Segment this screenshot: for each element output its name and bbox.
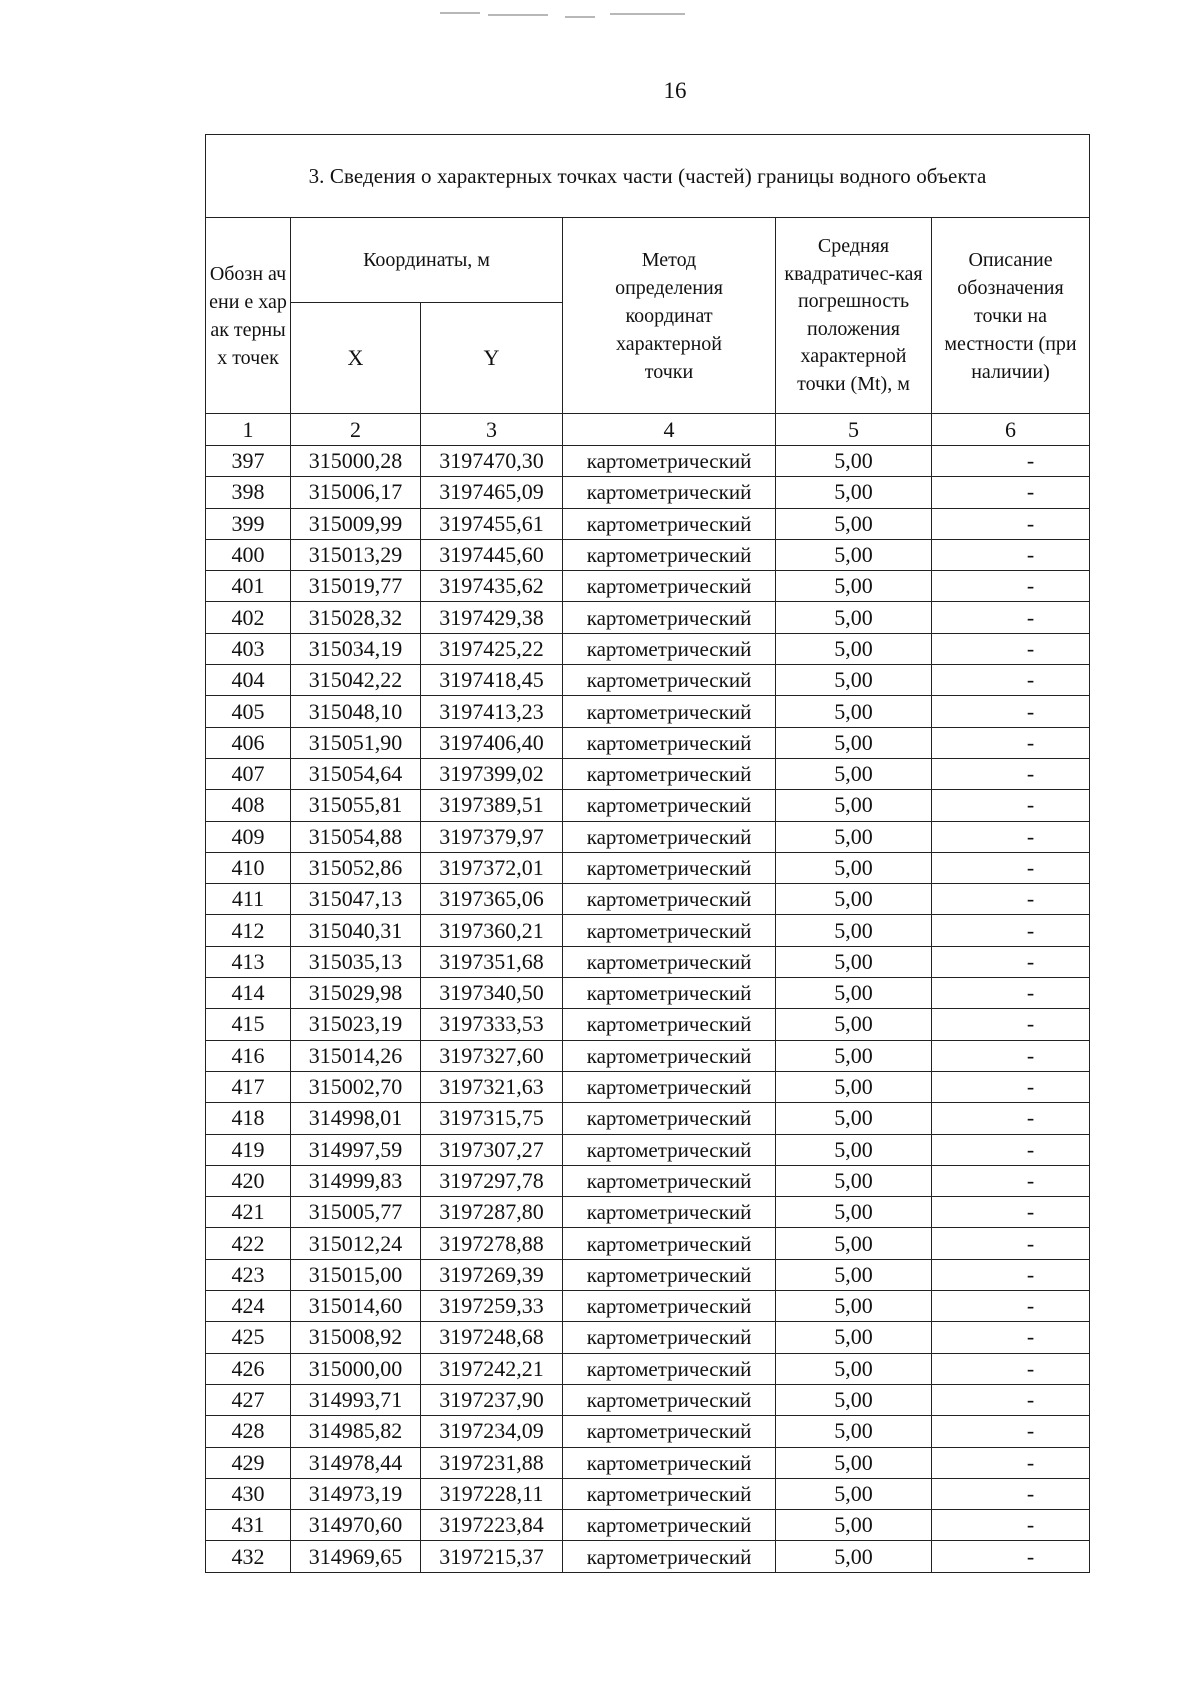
header-designation: Обозн ачени е харак терны х точек: [206, 218, 291, 414]
mt-error-cell: 5,00: [776, 446, 932, 477]
description-cell: -: [932, 727, 1090, 758]
point-number-cell: 427: [206, 1384, 291, 1415]
mt-error-cell: 5,00: [776, 946, 932, 977]
header-method: Метод определения координат характерной точки: [563, 218, 776, 414]
description-cell: -: [932, 446, 1090, 477]
coord-x-cell: 315009,99: [291, 508, 421, 539]
point-number-cell: 429: [206, 1447, 291, 1478]
coord-x-cell: 315048,10: [291, 696, 421, 727]
coord-x-cell: 315002,70: [291, 1071, 421, 1102]
coord-x-cell: 315014,60: [291, 1291, 421, 1322]
coord-x-cell: 315000,28: [291, 446, 421, 477]
header-x: X: [291, 303, 421, 414]
coord-y-cell: 3197351,68: [421, 946, 563, 977]
table-row: [206, 508, 1090, 539]
coord-x-cell: 314978,44: [291, 1447, 421, 1478]
method-cell: картометрический: [563, 821, 776, 852]
coord-y-cell: 3197242,21: [421, 1353, 563, 1384]
mt-error-cell: 5,00: [776, 758, 932, 789]
point-number-cell: 421: [206, 1197, 291, 1228]
coord-x-cell: 315052,86: [291, 852, 421, 883]
coord-y-cell: 3197223,84: [421, 1510, 563, 1541]
mt-error-cell: 5,00: [776, 852, 932, 883]
coord-y-cell: 3197340,50: [421, 978, 563, 1009]
header-coordinates: Координаты, м: [291, 218, 563, 303]
table-row: [206, 446, 1090, 477]
description-cell: -: [932, 1353, 1090, 1384]
mt-error-cell: 5,00: [776, 633, 932, 664]
table-row: [206, 978, 1090, 1009]
coord-y-cell: 3197278,88: [421, 1228, 563, 1259]
coord-x-cell: 315023,19: [291, 1009, 421, 1040]
method-cell: картометрический: [563, 1228, 776, 1259]
method-cell: картометрический: [563, 1416, 776, 1447]
mt-error-cell: 5,00: [776, 790, 932, 821]
table-row: [206, 790, 1090, 821]
coord-x-cell: 314969,65: [291, 1541, 421, 1572]
description-cell: -: [932, 1197, 1090, 1228]
point-number-cell: 403: [206, 633, 291, 664]
coord-y-cell: 3197389,51: [421, 790, 563, 821]
coord-y-cell: 3197470,30: [421, 446, 563, 477]
description-cell: -: [932, 1071, 1090, 1102]
table-row: [206, 1384, 1090, 1415]
mt-error-cell: 5,00: [776, 1384, 932, 1415]
coord-y-cell: 3197406,40: [421, 727, 563, 758]
description-cell: -: [932, 602, 1090, 633]
coord-y-cell: 3197360,21: [421, 915, 563, 946]
column-number: 3: [421, 414, 563, 446]
table-row: [206, 1447, 1090, 1478]
coord-y-cell: 3197365,06: [421, 884, 563, 915]
coord-x-cell: 315034,19: [291, 633, 421, 664]
description-cell: -: [932, 1541, 1090, 1572]
coord-y-cell: 3197435,62: [421, 571, 563, 602]
mt-error-cell: 5,00: [776, 1009, 932, 1040]
mt-error-cell: 5,00: [776, 1134, 932, 1165]
description-cell: -: [932, 696, 1090, 727]
table-row: [206, 1416, 1090, 1447]
description-cell: -: [932, 790, 1090, 821]
point-number-cell: 416: [206, 1040, 291, 1071]
method-cell: картометрический: [563, 978, 776, 1009]
description-cell: -: [932, 1259, 1090, 1290]
description-cell: -: [932, 758, 1090, 789]
table-body: [206, 446, 1090, 1573]
table-row: [206, 1165, 1090, 1196]
table-row: [206, 884, 1090, 915]
point-number-cell: 412: [206, 915, 291, 946]
coord-x-cell: 315029,98: [291, 978, 421, 1009]
method-cell: картометрический: [563, 1259, 776, 1290]
method-cell: картометрический: [563, 508, 776, 539]
method-cell: картометрический: [563, 1447, 776, 1478]
coord-x-cell: 315054,64: [291, 758, 421, 789]
mt-error-cell: 5,00: [776, 1040, 932, 1071]
description-cell: -: [932, 884, 1090, 915]
method-cell: картометрический: [563, 727, 776, 758]
coord-x-cell: 315000,00: [291, 1353, 421, 1384]
coord-y-cell: 3197425,22: [421, 633, 563, 664]
mt-error-cell: 5,00: [776, 508, 932, 539]
mt-error-cell: 5,00: [776, 915, 932, 946]
method-cell: картометрический: [563, 571, 776, 602]
table-row: [206, 1071, 1090, 1102]
column-number: 6: [932, 414, 1090, 446]
coord-y-cell: 3197413,23: [421, 696, 563, 727]
method-cell: картометрический: [563, 852, 776, 883]
mt-error-cell: 5,00: [776, 1353, 932, 1384]
point-number-cell: 407: [206, 758, 291, 789]
point-number-cell: 398: [206, 477, 291, 508]
point-number-cell: 409: [206, 821, 291, 852]
point-number-cell: 408: [206, 790, 291, 821]
table-row: [206, 1259, 1090, 1290]
description-cell: -: [932, 915, 1090, 946]
coord-x-cell: 315040,31: [291, 915, 421, 946]
method-cell: картометрический: [563, 1103, 776, 1134]
column-number: 2: [291, 414, 421, 446]
point-number-cell: 406: [206, 727, 291, 758]
table-row: [206, 665, 1090, 696]
point-number-cell: 414: [206, 978, 291, 1009]
coord-x-cell: 315047,13: [291, 884, 421, 915]
method-cell: картометрический: [563, 1478, 776, 1509]
description-cell: -: [932, 665, 1090, 696]
description-cell: -: [932, 539, 1090, 570]
mt-error-cell: 5,00: [776, 1447, 932, 1478]
description-cell: -: [932, 1009, 1090, 1040]
mt-error-cell: 5,00: [776, 477, 932, 508]
coord-y-cell: 3197418,45: [421, 665, 563, 696]
point-number-cell: 400: [206, 539, 291, 570]
method-cell: картометрический: [563, 1384, 776, 1415]
coord-x-cell: 315015,00: [291, 1259, 421, 1290]
point-number-cell: 404: [206, 665, 291, 696]
coord-y-cell: 3197287,80: [421, 1197, 563, 1228]
method-cell: картометрический: [563, 1165, 776, 1196]
coord-y-cell: 3197248,68: [421, 1322, 563, 1353]
description-cell: -: [932, 1134, 1090, 1165]
table-row: [206, 1291, 1090, 1322]
point-number-cell: 413: [206, 946, 291, 977]
method-cell: картометрический: [563, 1353, 776, 1384]
point-number-cell: 402: [206, 602, 291, 633]
method-cell: картометрический: [563, 602, 776, 633]
coord-y-cell: 3197297,78: [421, 1165, 563, 1196]
point-number-cell: 425: [206, 1322, 291, 1353]
method-cell: картометрический: [563, 884, 776, 915]
coord-x-cell: 315051,90: [291, 727, 421, 758]
mt-error-cell: 5,00: [776, 821, 932, 852]
description-cell: -: [932, 1103, 1090, 1134]
mt-error-cell: 5,00: [776, 1478, 932, 1509]
point-number-cell: 422: [206, 1228, 291, 1259]
mt-error-cell: 5,00: [776, 1071, 932, 1102]
description-cell: -: [932, 477, 1090, 508]
point-number-cell: 420: [206, 1165, 291, 1196]
coord-x-cell: 314999,83: [291, 1165, 421, 1196]
method-cell: картометрический: [563, 1322, 776, 1353]
coord-x-cell: 315054,88: [291, 821, 421, 852]
mt-error-cell: 5,00: [776, 571, 932, 602]
description-cell: -: [932, 946, 1090, 977]
mt-error-cell: 5,00: [776, 1165, 932, 1196]
point-number-cell: 415: [206, 1009, 291, 1040]
mt-error-cell: 5,00: [776, 602, 932, 633]
mt-error-cell: 5,00: [776, 665, 932, 696]
coord-x-cell: 315005,77: [291, 1197, 421, 1228]
column-number: 4: [563, 414, 776, 446]
method-cell: картометрический: [563, 696, 776, 727]
description-cell: -: [932, 852, 1090, 883]
point-number-cell: 418: [206, 1103, 291, 1134]
point-number-cell: 432: [206, 1541, 291, 1572]
table-row: [206, 1353, 1090, 1384]
method-cell: картометрический: [563, 758, 776, 789]
coord-y-cell: 3197228,11: [421, 1478, 563, 1509]
point-number-cell: 397: [206, 446, 291, 477]
mt-error-cell: 5,00: [776, 1197, 932, 1228]
table-row: [206, 1510, 1090, 1541]
table-row: [206, 696, 1090, 727]
table-row: [206, 477, 1090, 508]
table-row: [206, 946, 1090, 977]
table-row: [206, 915, 1090, 946]
point-number-cell: 405: [206, 696, 291, 727]
point-number-cell: 426: [206, 1353, 291, 1384]
coord-x-cell: 315008,92: [291, 1322, 421, 1353]
mt-error-cell: 5,00: [776, 1291, 932, 1322]
coord-y-cell: 3197215,37: [421, 1541, 563, 1572]
coord-x-cell: 315014,26: [291, 1040, 421, 1071]
mt-error-cell: 5,00: [776, 696, 932, 727]
coord-x-cell: 315006,17: [291, 477, 421, 508]
table-row: [206, 1228, 1090, 1259]
description-cell: -: [932, 1228, 1090, 1259]
scan-artifact: [430, 8, 730, 22]
description-cell: -: [932, 633, 1090, 664]
coord-y-cell: 3197429,38: [421, 602, 563, 633]
characteristic-points-table: [205, 134, 1090, 1573]
coord-y-cell: 3197465,09: [421, 477, 563, 508]
description-cell: -: [932, 508, 1090, 539]
mt-error-cell: 5,00: [776, 1228, 932, 1259]
header-error: Средняя квадратичес-кая погрешность положения характерной точки (Mt), м: [776, 218, 932, 414]
mt-error-cell: 5,00: [776, 727, 932, 758]
column-number: 5: [776, 414, 932, 446]
mt-error-cell: 5,00: [776, 1103, 932, 1134]
method-cell: картометрический: [563, 1134, 776, 1165]
table-row: [206, 1541, 1090, 1572]
point-number-cell: 419: [206, 1134, 291, 1165]
method-cell: картометрический: [563, 1541, 776, 1572]
point-number-cell: 401: [206, 571, 291, 602]
point-number-cell: 399: [206, 508, 291, 539]
method-cell: картометрический: [563, 1009, 776, 1040]
method-cell: картометрический: [563, 1510, 776, 1541]
coord-y-cell: 3197259,33: [421, 1291, 563, 1322]
coord-x-cell: 315042,22: [291, 665, 421, 696]
coord-y-cell: 3197307,27: [421, 1134, 563, 1165]
table-row: [206, 852, 1090, 883]
table-row: [206, 1197, 1090, 1228]
column-number: 1: [206, 414, 291, 446]
table-row: [206, 602, 1090, 633]
method-cell: картометрический: [563, 1040, 776, 1071]
coord-x-cell: 315019,77: [291, 571, 421, 602]
coord-x-cell: 314985,82: [291, 1416, 421, 1447]
method-cell: картометрический: [563, 633, 776, 664]
description-cell: -: [932, 1416, 1090, 1447]
table-row: [206, 1478, 1090, 1509]
method-cell: картометрический: [563, 665, 776, 696]
coord-y-cell: 3197234,09: [421, 1416, 563, 1447]
method-cell: картометрический: [563, 1071, 776, 1102]
mt-error-cell: 5,00: [776, 884, 932, 915]
method-cell: картометрический: [563, 539, 776, 570]
method-cell: картометрический: [563, 1291, 776, 1322]
description-cell: -: [932, 1384, 1090, 1415]
mt-error-cell: 5,00: [776, 1510, 932, 1541]
coord-x-cell: 314993,71: [291, 1384, 421, 1415]
point-number-cell: 430: [206, 1478, 291, 1509]
coord-y-cell: 3197333,53: [421, 1009, 563, 1040]
description-cell: -: [932, 978, 1090, 1009]
mt-error-cell: 5,00: [776, 539, 932, 570]
table-row: [206, 758, 1090, 789]
coord-x-cell: 314970,60: [291, 1510, 421, 1541]
method-cell: картометрический: [563, 1197, 776, 1228]
coord-y-cell: 3197269,39: [421, 1259, 563, 1290]
description-cell: -: [932, 571, 1090, 602]
description-cell: -: [932, 1478, 1090, 1509]
mt-error-cell: 5,00: [776, 1259, 932, 1290]
coord-x-cell: 315028,32: [291, 602, 421, 633]
coord-y-cell: 3197321,63: [421, 1071, 563, 1102]
table-row: [206, 1009, 1090, 1040]
coord-x-cell: 315055,81: [291, 790, 421, 821]
mt-error-cell: 5,00: [776, 1322, 932, 1353]
table-title: 3. Сведения о характерных точках части (частей) границы водного объекта: [206, 135, 1090, 218]
coord-y-cell: 3197455,61: [421, 508, 563, 539]
header-description: Описание обозначения точки на местности (при наличии): [932, 218, 1090, 414]
page-number: 16: [663, 78, 687, 103]
table-row: [206, 1040, 1090, 1071]
point-number-cell: 431: [206, 1510, 291, 1541]
description-cell: -: [932, 1291, 1090, 1322]
coord-y-cell: 3197237,90: [421, 1384, 563, 1415]
coord-x-cell: 315012,24: [291, 1228, 421, 1259]
description-cell: -: [932, 1447, 1090, 1478]
coord-x-cell: 315013,29: [291, 539, 421, 570]
description-cell: -: [932, 1040, 1090, 1071]
table-row: [206, 539, 1090, 570]
description-cell: -: [932, 821, 1090, 852]
table-row: [206, 727, 1090, 758]
column-numbers-row: [206, 414, 1090, 446]
description-cell: -: [932, 1165, 1090, 1196]
point-number-cell: 411: [206, 884, 291, 915]
coord-y-cell: 3197399,02: [421, 758, 563, 789]
mt-error-cell: 5,00: [776, 1541, 932, 1572]
mt-error-cell: 5,00: [776, 1416, 932, 1447]
coord-y-cell: 3197445,60: [421, 539, 563, 570]
coord-x-cell: 314998,01: [291, 1103, 421, 1134]
point-number-cell: 410: [206, 852, 291, 883]
coord-y-cell: 3197372,01: [421, 852, 563, 883]
coord-y-cell: 3197327,60: [421, 1040, 563, 1071]
coord-y-cell: 3197379,97: [421, 821, 563, 852]
coord-y-cell: 3197231,88: [421, 1447, 563, 1478]
point-number-cell: 424: [206, 1291, 291, 1322]
table-row: [206, 1322, 1090, 1353]
table-row: [206, 821, 1090, 852]
method-cell: картометрический: [563, 446, 776, 477]
method-cell: картометрический: [563, 915, 776, 946]
coord-x-cell: 315035,13: [291, 946, 421, 977]
method-cell: картометрический: [563, 946, 776, 977]
point-number-cell: 423: [206, 1259, 291, 1290]
table-row: [206, 633, 1090, 664]
description-cell: -: [932, 1322, 1090, 1353]
table-row: [206, 1103, 1090, 1134]
method-cell: картометрический: [563, 477, 776, 508]
point-number-cell: 417: [206, 1071, 291, 1102]
mt-error-cell: 5,00: [776, 978, 932, 1009]
coord-x-cell: 314997,59: [291, 1134, 421, 1165]
table-row: [206, 571, 1090, 602]
coord-y-cell: 3197315,75: [421, 1103, 563, 1134]
description-cell: -: [932, 1510, 1090, 1541]
method-cell: картометрический: [563, 790, 776, 821]
point-number-cell: 428: [206, 1416, 291, 1447]
header-y: Y: [421, 303, 563, 414]
coord-x-cell: 314973,19: [291, 1478, 421, 1509]
table-row: [206, 1134, 1090, 1165]
